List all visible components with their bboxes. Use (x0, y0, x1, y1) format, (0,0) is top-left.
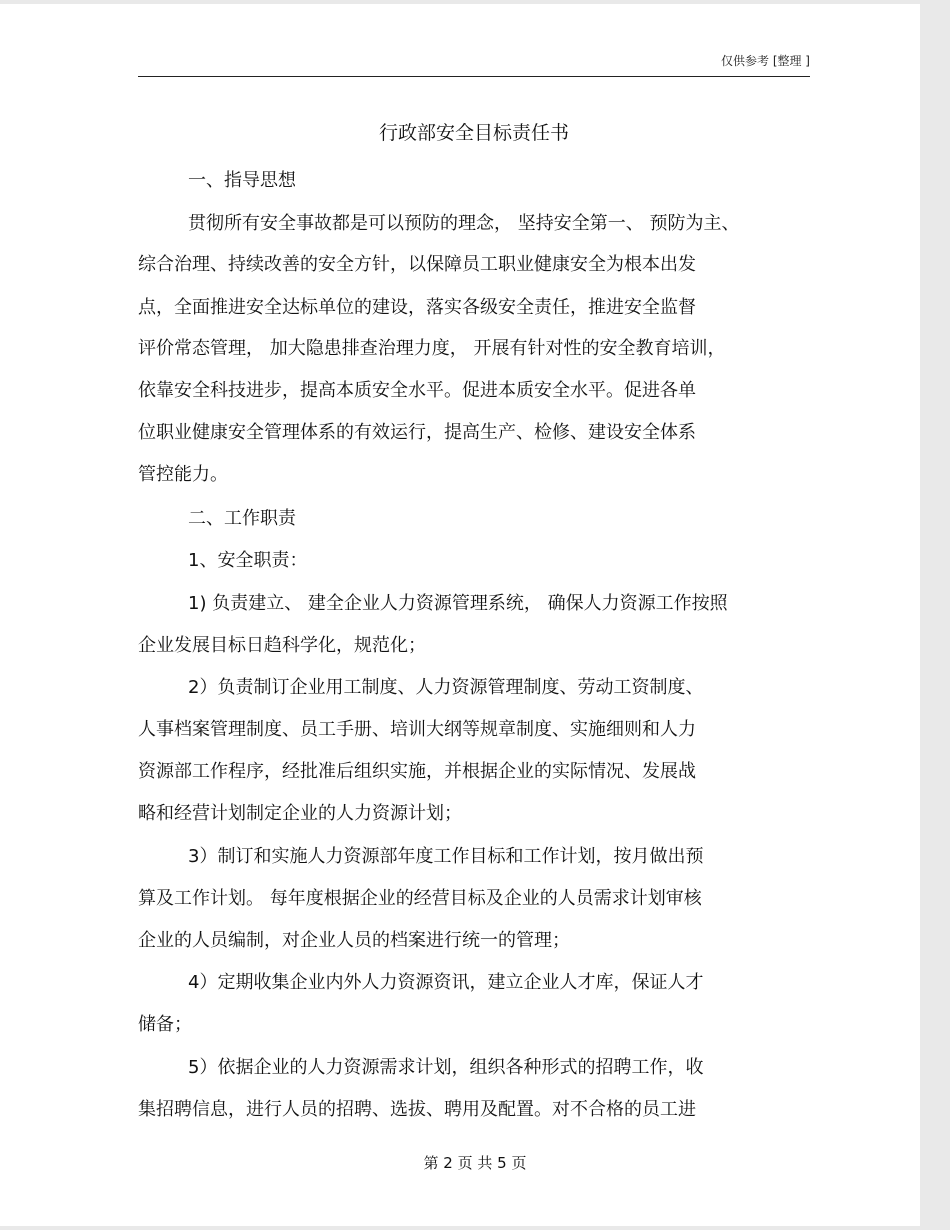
document-page (0, 4, 920, 1226)
list-item-1: 1) 负责建立、 建全企业人力资源管理系统， 确保人力资源工作按照 (188, 593, 728, 614)
list-item-2: 2）负责制订企业用工制度、人力资源管理制度、劳动工资制度、 (188, 677, 704, 698)
list-item-4: 4）定期收集企业内外人力资源资讯，建立企业人才库，保证人才 (188, 972, 704, 993)
body-text-line: 略和经营计划制定企业的人力资源计划； (138, 803, 462, 824)
body-text-line: 资源部工作程序，经批准后组织实施，并根据企业的实际情况、发展战 (138, 761, 696, 782)
body-text-line: 位职业健康安全管理体系的有效运行，提高生产、检修、建设安全体系 (138, 422, 696, 443)
body-text-line: 储备； (138, 1014, 192, 1035)
page-header-note: 仅供参考 [整理 ] (721, 54, 810, 68)
list-item-5: 5）依据企业的人力资源需求计划，组织各种形式的招聘工作，收 (188, 1057, 704, 1078)
document-title: 行政部安全目标责任书 (378, 122, 569, 144)
subsection-heading-safety-duties: 1、安全职责： (188, 550, 308, 571)
section-heading-guiding-ideology: 一、指导思想 (188, 170, 296, 191)
body-text-line: 算及工作计划。 每年度根据企业的经营目标及企业的人员需求计划审核 (138, 888, 702, 909)
header-divider (138, 76, 810, 77)
body-text-line: 人事档案管理制度、员工手册、培训大纲等规章制度、实施细则和人力 (138, 719, 696, 740)
body-text-line: 点，全面推进安全达标单位的建设，落实各级安全责任，推进安全监督 (138, 297, 696, 318)
section-heading-work-duties: 二、工作职责 (188, 508, 296, 529)
body-text-line: 综合治理、持续改善的安全方针，以保障员工职业健康安全为根本出发 (138, 254, 696, 275)
body-text-line: 依靠安全科技进步，提高本质安全水平。促进本质安全水平。促进各单 (138, 380, 696, 401)
body-text-line: 集招聘信息，进行人员的招聘、选拔、聘用及配置。对不合格的员工进 (138, 1099, 696, 1120)
body-text-line: 贯彻所有安全事故都是可以预防的理念， 坚持安全第一、 预防为主、 (188, 213, 740, 234)
list-item-3: 3）制订和实施人力资源部年度工作目标和工作计划，按月做出预 (188, 846, 704, 867)
body-text-line: 评价常态管理， 加大隐患排查治理力度， 开展有针对性的安全教育培训， (138, 338, 726, 359)
page-number-footer: 第 2 页 共 5 页 (423, 1154, 527, 1172)
body-text-line: 企业发展目标日趋科学化，规范化； (138, 635, 426, 656)
body-text-line: 企业的人员编制，对企业人员的档案进行统一的管理； (138, 930, 570, 951)
body-text-line: 管控能力。 (138, 464, 228, 485)
